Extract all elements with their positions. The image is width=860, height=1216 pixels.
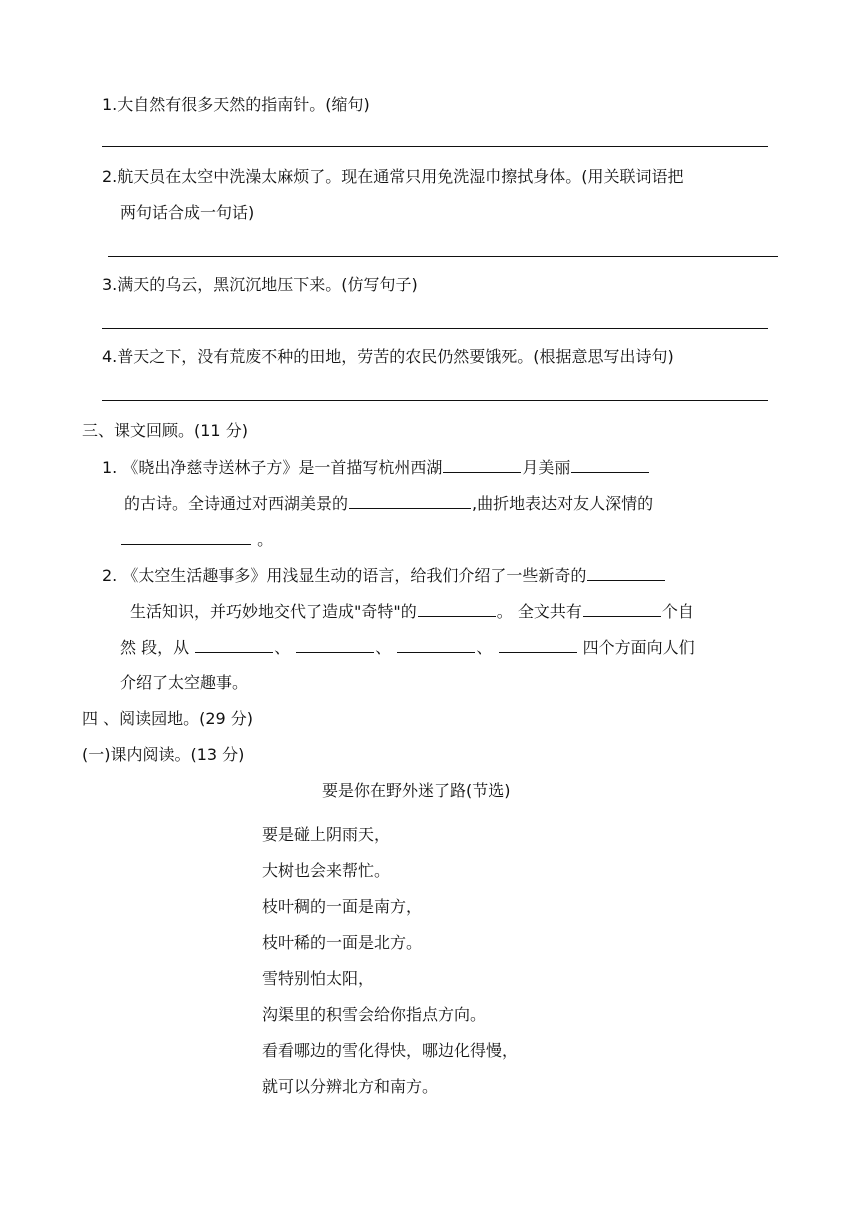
s3-q1-blank-3[interactable] xyxy=(349,492,471,509)
poem-line: 枝叶稠的一面是南方， xyxy=(262,897,423,916)
question-1-text: 1.大自然有很多天然的指南针。(缩句) xyxy=(102,95,370,114)
question-4-text: 4.普天之下，没有荒废不种的田地，劳苦的农民仍然要饿死。(根据意思写出诗句) xyxy=(102,347,674,366)
s3-q1-blank-4[interactable] xyxy=(121,528,251,545)
s3-q1-blank-1[interactable] xyxy=(443,456,521,473)
s3-q2-text-c: 。 全文共有 xyxy=(496,602,582,621)
question-3-text: 3.满天的乌云，黑沉沉地压下来。(仿写句子) xyxy=(102,275,418,294)
reading-subheading: (一)课内阅读。(13 分) xyxy=(82,745,245,764)
s3-q2-line3 xyxy=(120,636,695,659)
poem-line: 要是碰上阴雨天， xyxy=(262,825,391,844)
s3-q2-line1 xyxy=(102,564,666,587)
s3-q2-blank-5[interactable] xyxy=(296,636,374,653)
s3-q1-text-a: 《晓出净慈寺送林子方》是一首描写杭州西湖 xyxy=(122,458,443,477)
poem-line: 沟渠里的积雪会给你指点方向。 xyxy=(262,1005,487,1024)
s3-q1-text-d: ,曲折地表达对友人深情的 xyxy=(472,494,654,513)
answer-line-2[interactable] xyxy=(108,256,778,257)
s3-q2-text-f: 四个方面向人们 xyxy=(582,638,695,657)
s3-q1-line2 xyxy=(124,492,653,515)
s3-q2-line4: 介绍了太空趣事。 xyxy=(120,673,249,692)
poem-line: 看看哪边的雪化得快，哪边化得慢， xyxy=(262,1041,519,1060)
s3-q2-blank-6[interactable] xyxy=(397,636,475,653)
answer-line-4[interactable] xyxy=(102,400,768,401)
s3-q2-text-a: 《太空生活趣事多》用浅显生动的语言，给我们介绍了一些新奇的 xyxy=(122,566,587,585)
s3-q2-sep-1: 、 xyxy=(274,638,291,657)
s3-q1-text-c: 的古诗。全诗通过对西湖美景的 xyxy=(124,494,349,513)
s3-q2-text-d: 个自 xyxy=(661,602,694,621)
s3-q1-blank-2[interactable] xyxy=(571,456,649,473)
question-2-text-cont: 两句话合成一句话) xyxy=(120,203,255,222)
s3-q2-sep-3: 、 xyxy=(476,638,493,657)
s3-q2-text-e: 然 段，从 xyxy=(120,638,190,657)
s3-q1-line3 xyxy=(120,528,273,551)
s3-q2-blank-3[interactable] xyxy=(583,600,661,617)
s3-q1-number: 1. xyxy=(102,458,118,477)
s3-q2-blank-7[interactable] xyxy=(499,636,577,653)
poem-line: 雪特别怕太阳， xyxy=(262,969,375,988)
s3-q2-sep-2: 、 xyxy=(375,638,392,657)
poem-title: 要是你在野外迷了路(节选) xyxy=(322,781,511,800)
poem-line: 枝叶稀的一面是北方。 xyxy=(262,933,423,952)
s3-q1-period: 。 xyxy=(257,530,274,549)
s3-q2-text-b: 生活知识，并巧妙地交代了造成"奇特"的 xyxy=(130,602,417,621)
section-4-heading: 四 、阅读园地。(29 分) xyxy=(82,709,254,728)
s3-q2-line2 xyxy=(130,600,694,623)
poem-line: 大树也会来帮忙。 xyxy=(262,861,391,880)
s3-q2-blank-4[interactable] xyxy=(195,636,273,653)
section-3-heading: 三、课文回顾。(11 分) xyxy=(82,421,248,440)
question-2-text: 2.航天员在太空中洗澡太麻烦了。现在通常只用免洗湿巾擦拭身体。(用关联词语把 xyxy=(102,167,684,186)
answer-line-3[interactable] xyxy=(102,328,768,329)
poem-line: 就可以分辨北方和南方。 xyxy=(262,1077,439,1096)
s3-q2-blank-2[interactable] xyxy=(418,600,496,617)
s3-q1-line1 xyxy=(102,456,650,479)
s3-q2-blank-1[interactable] xyxy=(587,564,665,581)
s3-q2-number: 2. xyxy=(102,566,118,585)
answer-line-1[interactable] xyxy=(102,146,768,147)
s3-q1-text-b: 月美丽 xyxy=(522,458,571,477)
